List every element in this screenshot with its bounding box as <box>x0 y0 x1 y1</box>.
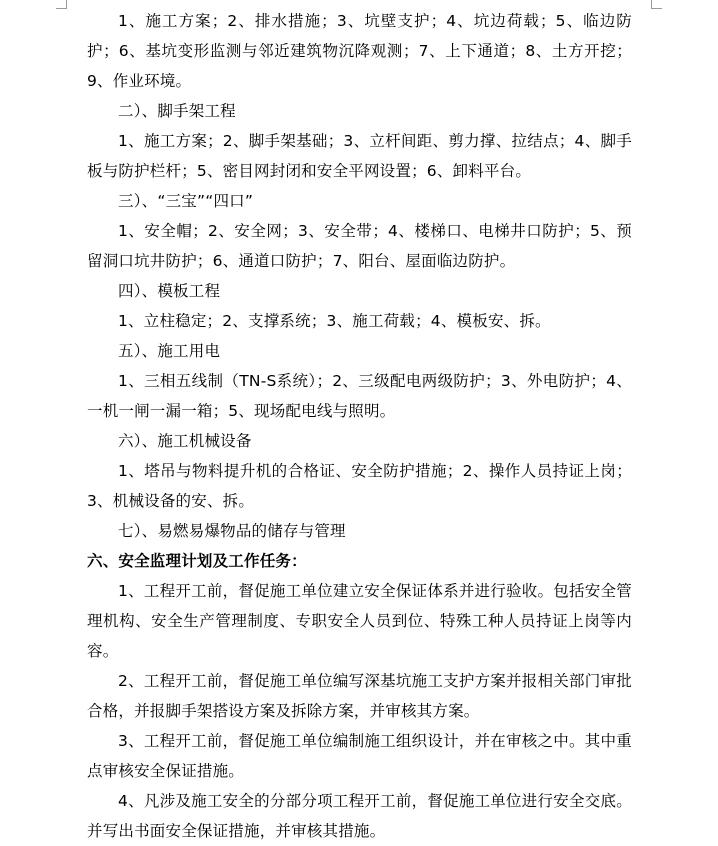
paragraph-construction-power-items: 1、三相五线制（TN-S系统）；2、三级配电两级防护；3、外电防护；4、一机一闸一漏一箱；5、现场配电线与照明。 <box>87 372 632 420</box>
paragraph-safety-plan-2: 2、工程开工前，督促施工单位编写深基坑施工支护方案并报相关部门审批合格，并报脚手架搭设方案及拆除方案，并审核其方案。 <box>87 672 632 720</box>
paragraph-safety-plan-3: 3、工程开工前，督促施工单位编制施工组织设计，并在审核之中。其中重点审核安全保证措施。 <box>87 732 632 780</box>
paragraph-safety-plan-4: 4、凡涉及施工安全的分部分项工程开工前，督促施工单位进行安全交底。并写出书面安全保证措施，并审核其措施。 <box>87 792 632 840</box>
paragraph-formwork-items: 1、立柱稳定；2、支撑系统；3、施工荷载；4、模板安、拆。 <box>118 312 551 330</box>
subheading-construction-power: 五）、施工用电 <box>118 342 221 360</box>
paragraph-scaffolding-items: 1、施工方案；2、脚手架基础；3、立杆间距、剪力撑、拉结点；4、脚手板与防护栏杆；5、密目网封闭和安全平网设置；6、卸料平台。 <box>87 132 632 180</box>
document-body <box>87 6 632 846</box>
paragraph-three-treasures-items: 1、安全帽；2、安全网；3、安全带；4、楼梯口、电梯井口防护；5、预留洞口坑井防护；6、通道口防护；7、阳台、屋面临边防护。 <box>87 222 632 270</box>
paragraph-machinery-items: 1、塔吊与物料提升机的合格证、安全防护措施；2、操作人员持证上岗；3、机械设备的安、拆。 <box>87 462 632 510</box>
subheading-flammables: 七）、易燃易爆物品的储存与管理 <box>118 522 346 540</box>
corner-mark-top-left <box>56 0 67 9</box>
subheading-formwork: 四）、模板工程 <box>118 282 221 300</box>
subheading-machinery: 六）、施工机械设备 <box>118 432 252 450</box>
section-heading-safety-plan: 六、安全监理计划及工作任务： <box>87 552 307 570</box>
paragraph-excavation-items: 1、施工方案；2、排水措施；3、坑壁支护；4、坑边荷载；5、临边防护；6、基坑变形监测与邻近建筑物沉降观测；7、上下通道；8、土方开挖；9、作业环境。 <box>87 12 632 90</box>
subheading-three-treasures-four-openings: 三）、“三宝”“四口” <box>118 192 254 210</box>
subheading-scaffolding: 二）、脚手架工程 <box>118 102 236 120</box>
corner-mark-top-right <box>651 0 662 9</box>
paragraph-safety-plan-1: 1、工程开工前，督促施工单位建立安全保证体系并进行验收。包括安全管理机构、安全生产管理制度、专职安全人员到位、特殊工种人员持证上岗等内容。 <box>87 582 632 660</box>
